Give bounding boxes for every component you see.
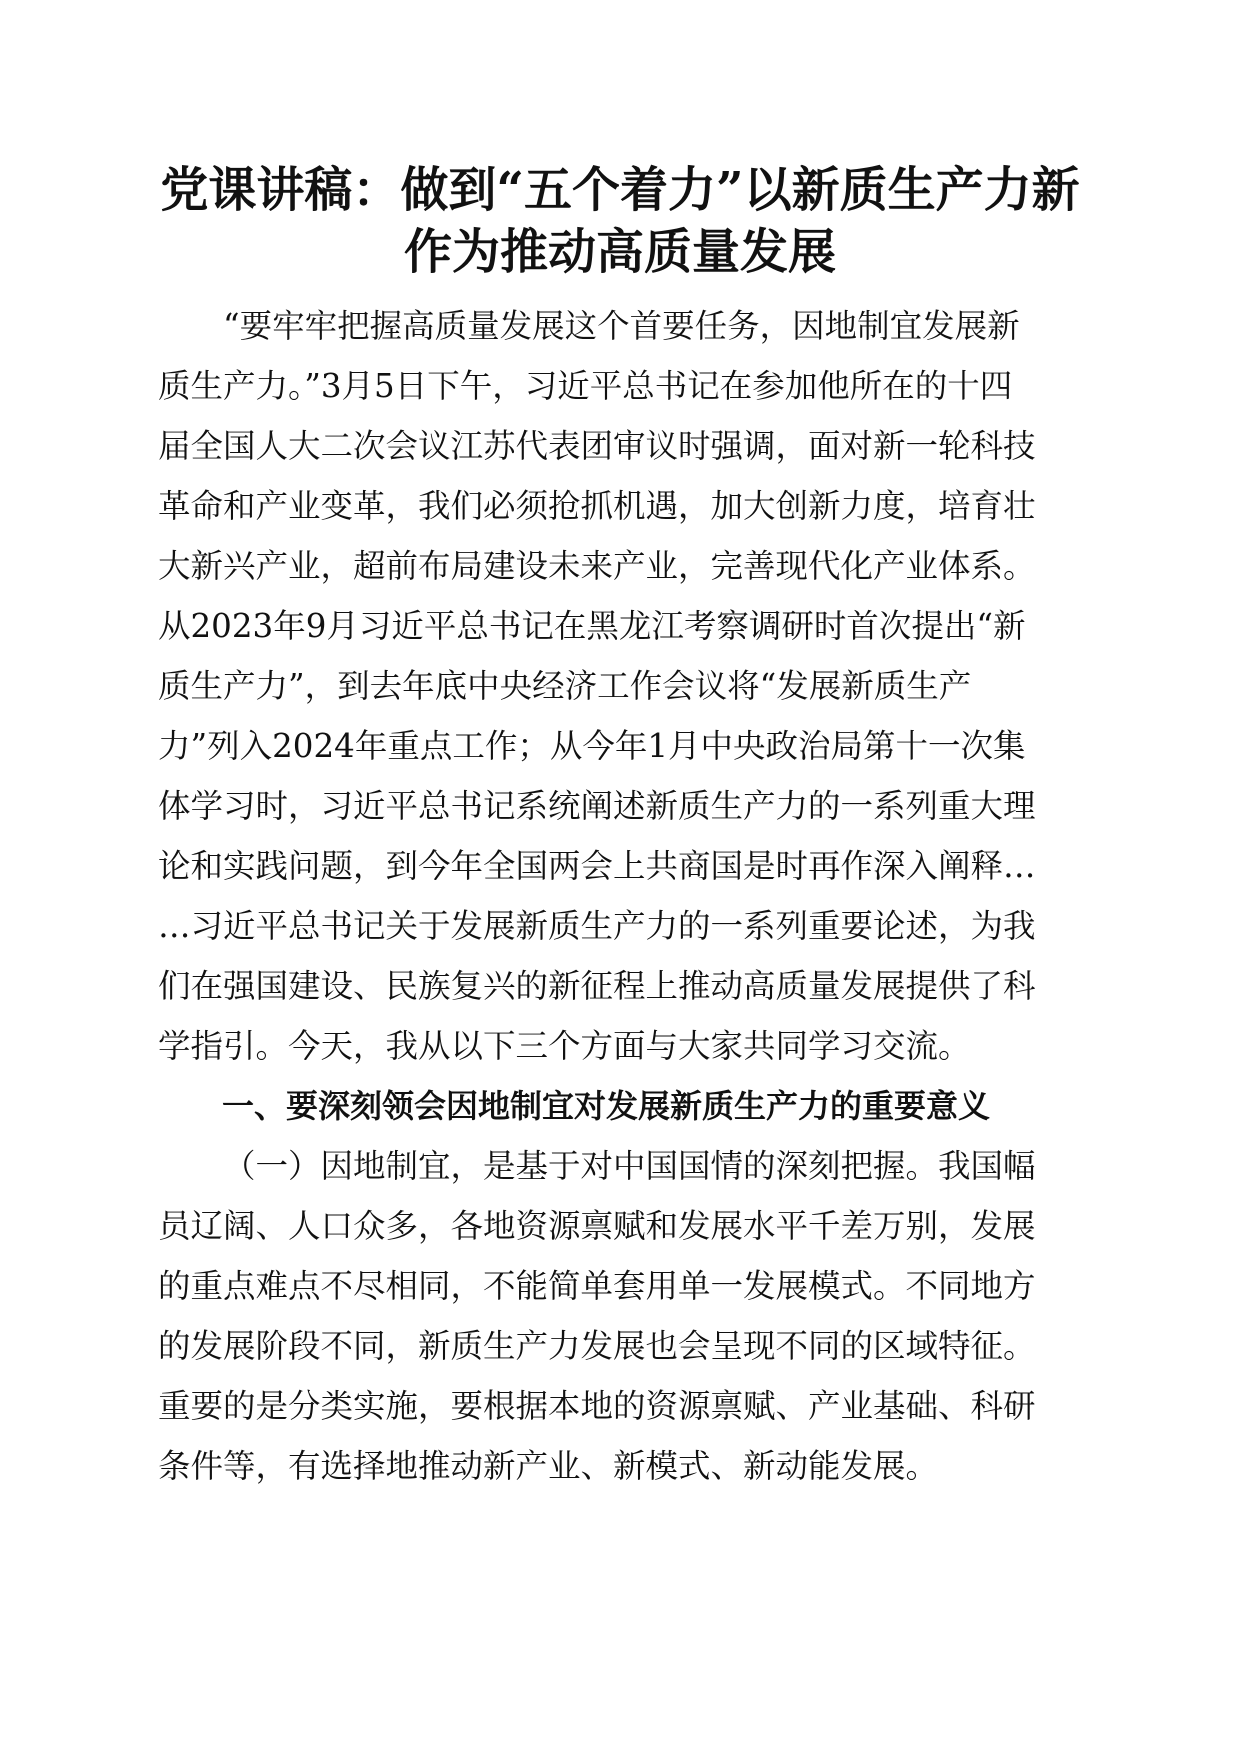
paragraph-line: 的重点难点不尽相同，不能简单套用单一发展模式。不同地方 xyxy=(158,1267,1036,1305)
section-heading: 一、要深刻领会因地制宜对发展新质生产力的重要意义 xyxy=(222,1087,991,1125)
paragraph-line: 的发展阶段不同，新质生产力发展也会呈现不同的区域特征。 xyxy=(158,1327,1036,1365)
paragraph-line: 论和实践问题，到今年全国两会上共商国是时再作深入阐释… xyxy=(158,847,1036,885)
paragraph-line: 质生产力。”3月5日下午，习近平总书记在参加他所在的十四 xyxy=(158,367,1013,405)
paragraph-line: （一）因地制宜，是基于对中国国情的深刻把握。我国幅 xyxy=(223,1147,1036,1185)
paragraph-line: 届全国人大二次会议江苏代表团审议时强调，面对新一轮科技 xyxy=(158,427,1036,465)
paragraph-line: …习近平总书记关于发展新质生产力的一系列重要论述，为我 xyxy=(158,907,1036,945)
paragraph-line: 体学习时，习近平总书记系统阐述新质生产力的一系列重大理 xyxy=(158,787,1036,825)
paragraph-line: 力”列入2024年重点工作；从今年1月中央政治局第十一次集 xyxy=(158,727,1026,765)
document-title-line-2: 作为推动高质量发展 xyxy=(403,224,836,280)
paragraph-line: “要牢牢把握高质量发展这个首要任务，因地制宜发展新 xyxy=(223,307,1020,345)
paragraph-line: 们在强国建设、民族复兴的新征程上推动高质量发展提供了科 xyxy=(158,967,1036,1005)
paragraph-line: 学指引。今天，我从以下三个方面与大家共同学习交流。 xyxy=(158,1027,971,1065)
document-title-line-1: 党课讲稿：做到“五个着力”以新质生产力新 xyxy=(160,162,1080,218)
paragraph-line: 大新兴产业，超前布局建设未来产业，完善现代化产业体系。 xyxy=(158,547,1036,585)
paragraph-line: 质生产力”，到去年底中央经济工作会议将“发展新质生产 xyxy=(158,667,972,705)
paragraph-line: 条件等，有选择地推动新产业、新模式、新动能发展。 xyxy=(158,1447,939,1485)
paragraph-line: 员辽阔、人口众多，各地资源禀赋和发展水平千差万别，发展 xyxy=(158,1207,1036,1245)
paragraph-line: 重要的是分类实施，要根据本地的资源禀赋、产业基础、科研 xyxy=(158,1387,1036,1425)
paragraph-line: 从2023年9月习近平总书记在黑龙江考察调研时首次提出“新 xyxy=(158,607,1026,645)
paragraph-line: 革命和产业变革，我们必须抢抓机遇，加大创新力度，培育壮 xyxy=(158,487,1036,525)
